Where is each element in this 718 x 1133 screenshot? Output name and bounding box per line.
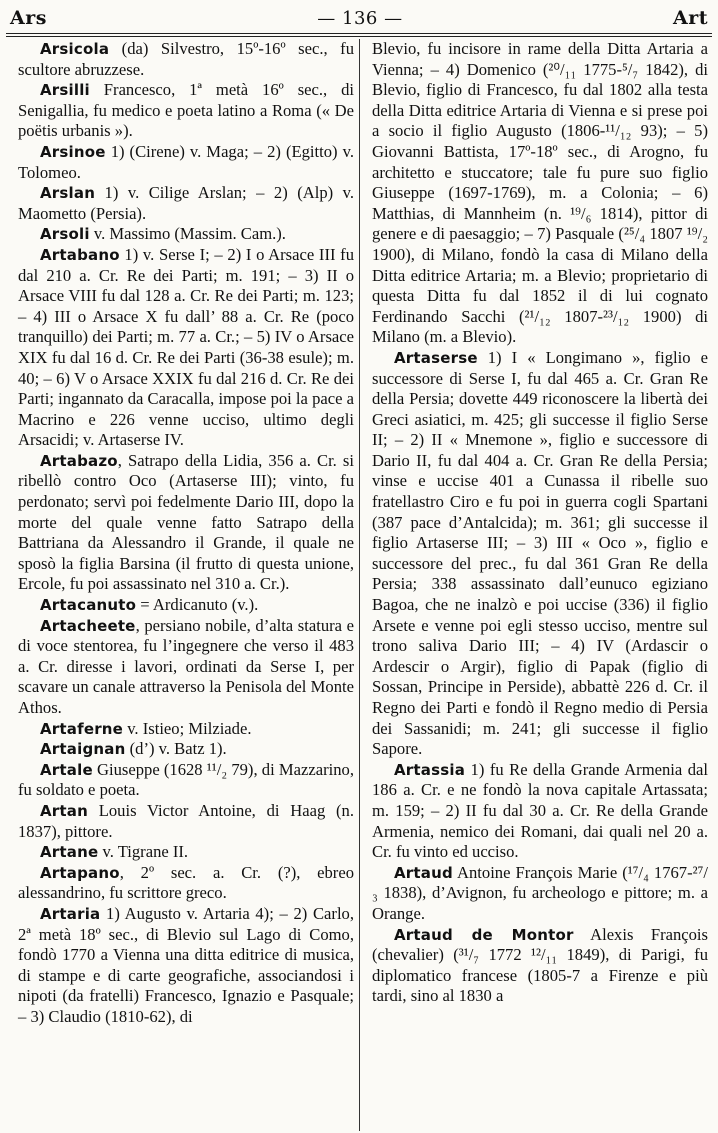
entry: [18, 595, 354, 616]
headword: Artaferne: [40, 719, 124, 738]
headword: Arsinoe: [40, 142, 106, 161]
entry: [372, 760, 708, 863]
entry: [372, 863, 708, 925]
entry-text: Blevio, fu incisore in rame della Ditta Artaria a Vienna; – 4) Domenico (²⁰/₁₁ 1775-⁵/₇ 1842), di Blevio, figlio di Francesco, fu dal 1802 alla testa della Ditta editrice Artaria di Vienna e si prese poi a socio il figlio Augusto (1806-¹¹/₁₂ 93); – 5) Giovanni Battista, 17º-18º sec., di Arogno, fu architetto e stuccatore; tale fu pure suo figlio Giuseppe (1697-1769), m. a Colonia; – 6) Matthias, di Mannheim (n. ¹⁹/₆ 1814), pittor di genere e di paesaggio; – 7) Pasquale (²⁵/₄ 1807 ¹⁹/₂ 1900), di Milano, fondò la casa di Milano della Ditta editrice Artaria; m. a Blevio; proprietario di questa Ditta fu dal 1852 il di lui cognato Ferdinando Sacchi (²¹/₁₂ 1807-²³/₁₂ 1900) di Milano (m. a Blevio).: [372, 39, 708, 347]
headword: Artaignan: [40, 740, 126, 759]
entry: [18, 760, 354, 801]
page-number: — 136 —: [317, 7, 403, 29]
entry-text: 1) I « Longimano », figlio e successore di Serse I, fu dal 465 a. Cr. Gran Re della Persia; dovette 449 riconoscere la libertà dei Greci asiatici, m. 425; gli successe il figlio Serse II; – 2) II « Mnemone », figlio e successore di Dario II, fu dal 404 a. Cr. Gran Re della Persia; vinse e uccise 401 a Cunassa il ribelle suo fratellastro Ciro e fu poi in guerra cogli Spartani (387 pace d’Antalcida); m. 361; gli successe il figlio Artaserse III; – 3) III « Oco », figlio e successore del prec., fu dal 361 Gran Re della Persia; 338 assassinato dall’eunuco egiziano Bagoa, che ne inalzò e poi uccise (336) il figlio Arsete e venne poi egli stesso ucciso, mentre sul trono saliva Dario III; – 4) IV (Ardascir o Ardescir o Argir), figlio di Papak (figlio di Sossan, Principe in Perside), abbattè 226 d. Cr. il Regno dei Parti e fondò il Regno medio di Persia dei Sassanidi; m. 241; gli successe il figlio Sapore.: [372, 347, 708, 759]
entry-text: Alexis François (chevalier) (³¹/₇ 1772 ¹²/₁₁ 1849), di Parigi, fu diplomatico francese (1805-7 a Firenze e più tardi, sino al 1830 a: [372, 924, 708, 1006]
entry-text: Giuseppe (1628 ¹¹/₂ 79), di Mazzarino, fu soldato e poeta.: [18, 759, 354, 800]
headword: Artassia: [394, 760, 466, 779]
headword: Artaserse: [394, 348, 478, 367]
headword: Artabano: [40, 245, 120, 264]
entry-text: Francesco, 1ª metà 16º sec., di Senigallia, fu medico e poeta latino a Roma (« De poëtis urbanis »).: [18, 80, 354, 141]
entry: [18, 863, 354, 904]
entry: [18, 183, 354, 224]
entry: [372, 348, 708, 760]
header-right-guideword: Art: [672, 7, 708, 29]
column-divider: [359, 39, 360, 1131]
entry: [18, 39, 354, 80]
entry: [372, 925, 708, 1007]
headword: Artaud de Montor: [394, 925, 574, 944]
headword: Artacanuto: [40, 596, 137, 615]
entry: [18, 224, 354, 245]
entry-text: Antoine François Marie (¹⁷/₄ 1767-²⁷/₃ 1838), d’Avignon, fu archeologo e pittore; m. a Orange.: [372, 862, 708, 923]
entry-text: 1) Augusto v. Artaria 4); – 2) Carlo, 2ª metà 18º sec., di Blevio sul Lago di Como, fondò 1770 a Vienna una ditta editrice di musica, di stampe e di carte geografiche, associandosi i nipoti (da fratelli) Francesco, Ignazio e Pasquale; – 3) Claudio (1810-62), di: [18, 903, 354, 1026]
entry: [18, 904, 354, 1028]
entry-text: 1) fu Re della Grande Armenia dal 186 a. Cr. e ne fondò la nova capitale Artassata; m. 159; – 2) II fu dal 30 a. Cr. Re della Grande Armenia, nemico dei Romani, dai quali nel 20 a. Cr. fu vinto ed ucciso.: [372, 759, 708, 862]
entry-text: v. Istieo; Milziade.: [123, 718, 252, 738]
headword: Arsilli: [40, 81, 90, 100]
entry: [18, 245, 354, 451]
entry: [18, 739, 354, 760]
entry-continued: [372, 39, 708, 348]
headword: Artan: [40, 801, 88, 820]
headword: Artacheete: [40, 616, 136, 635]
header-left-guideword: Ars: [10, 7, 47, 29]
entry: [18, 801, 354, 842]
headword: Arsicola: [40, 40, 110, 58]
entry-text: v. Tigrane II.: [98, 842, 189, 862]
entry-text: 1) v. Cilige Arslan; – 2) (Alp) v. Maometto (Persia).: [18, 183, 354, 223]
entry-text: Louis Victor Antoine, di Haag (n. 1837), pittore.: [18, 800, 354, 841]
right-column: [372, 39, 708, 1007]
entry: [18, 451, 354, 595]
entry-text: 1) (Cirene) v. Maga; – 2) (Egitto) v. Tolomeo.: [18, 141, 354, 182]
headword: Artaud: [394, 863, 453, 882]
entry: [18, 719, 354, 740]
entry-text: = Ardicanuto (v.).: [136, 595, 259, 615]
headword: Artaria: [40, 904, 101, 923]
headword: Artabazo: [40, 451, 118, 470]
headword: Artale: [40, 760, 93, 779]
headword: Artapano: [40, 863, 120, 882]
entry: [18, 142, 354, 183]
left-column: [18, 39, 354, 1028]
headword: Arsoli: [40, 225, 90, 244]
entry-text: , persiano nobile, d’alta statura e di voce stentorea, fu l’ingegnere che verso il 483 a. Cr. diresse i lavori, ordinati da Serse I, per scavare un canale attraverso la Penisola del Monte Athos.: [18, 615, 354, 717]
entry-text: v. Massimo (Massim. Cam.).: [89, 224, 286, 244]
entry: [18, 842, 354, 863]
entry: [18, 616, 354, 719]
entry-text: (da) Silvestro, 15º-16º sec., fu scultore abruzzese.: [18, 39, 354, 79]
entry-text: , 2º sec. a. Cr. (?), ebreo alessandrino, fu scrittore greco.: [18, 862, 354, 903]
header-rule-top: [6, 33, 712, 34]
headword: Artane: [40, 843, 99, 862]
entry: [18, 80, 354, 142]
header-rule-bottom: [6, 36, 712, 37]
entry-text: (d’) v. Batz 1).: [125, 739, 227, 759]
entry-text: , Satrapo della Lidia, 356 a. Cr. si ribellò contro Oco (Artaserse III); vinto, fu perdonato; servì poi fedelmente Dario III, dopo la morte del quale venne fatto Satrapo della Battriana da Alessandro il Grande, il quale ne sposò la figlia Barsina (il frutto di questa unione, Ercole, fu poi assassinato nel 310 a. Cr.).: [18, 450, 354, 594]
running-header: [10, 6, 708, 30]
entry-text: 1) v. Serse I; – 2) I o Arsace III fu dal 210 a. Cr. Re dei Parti; m. 191; – 3) II o Arsace VIII fu dal 128 a. Cr. Re dei Parti; m. 123; – 4) III o Arsace X fu dall’ 88 a. Cr. Re (poco tranquillo) dei Parti; m. 77 a. Cr.; – 5) IV o Arsace XIX fu dal 16 d. Cr. Re dei Parti (36-38 esule); m. 40; – 6) V o Arsace XXIX fu dal 216 d. Cr. Re dei Parti; ingannato da Caracalla, impose poi la pace a Macrino e 226 venne ucciso, ultimo degli Arsacidi; v. Artaserse IV.: [18, 244, 354, 450]
headword: Arslan: [40, 184, 96, 203]
